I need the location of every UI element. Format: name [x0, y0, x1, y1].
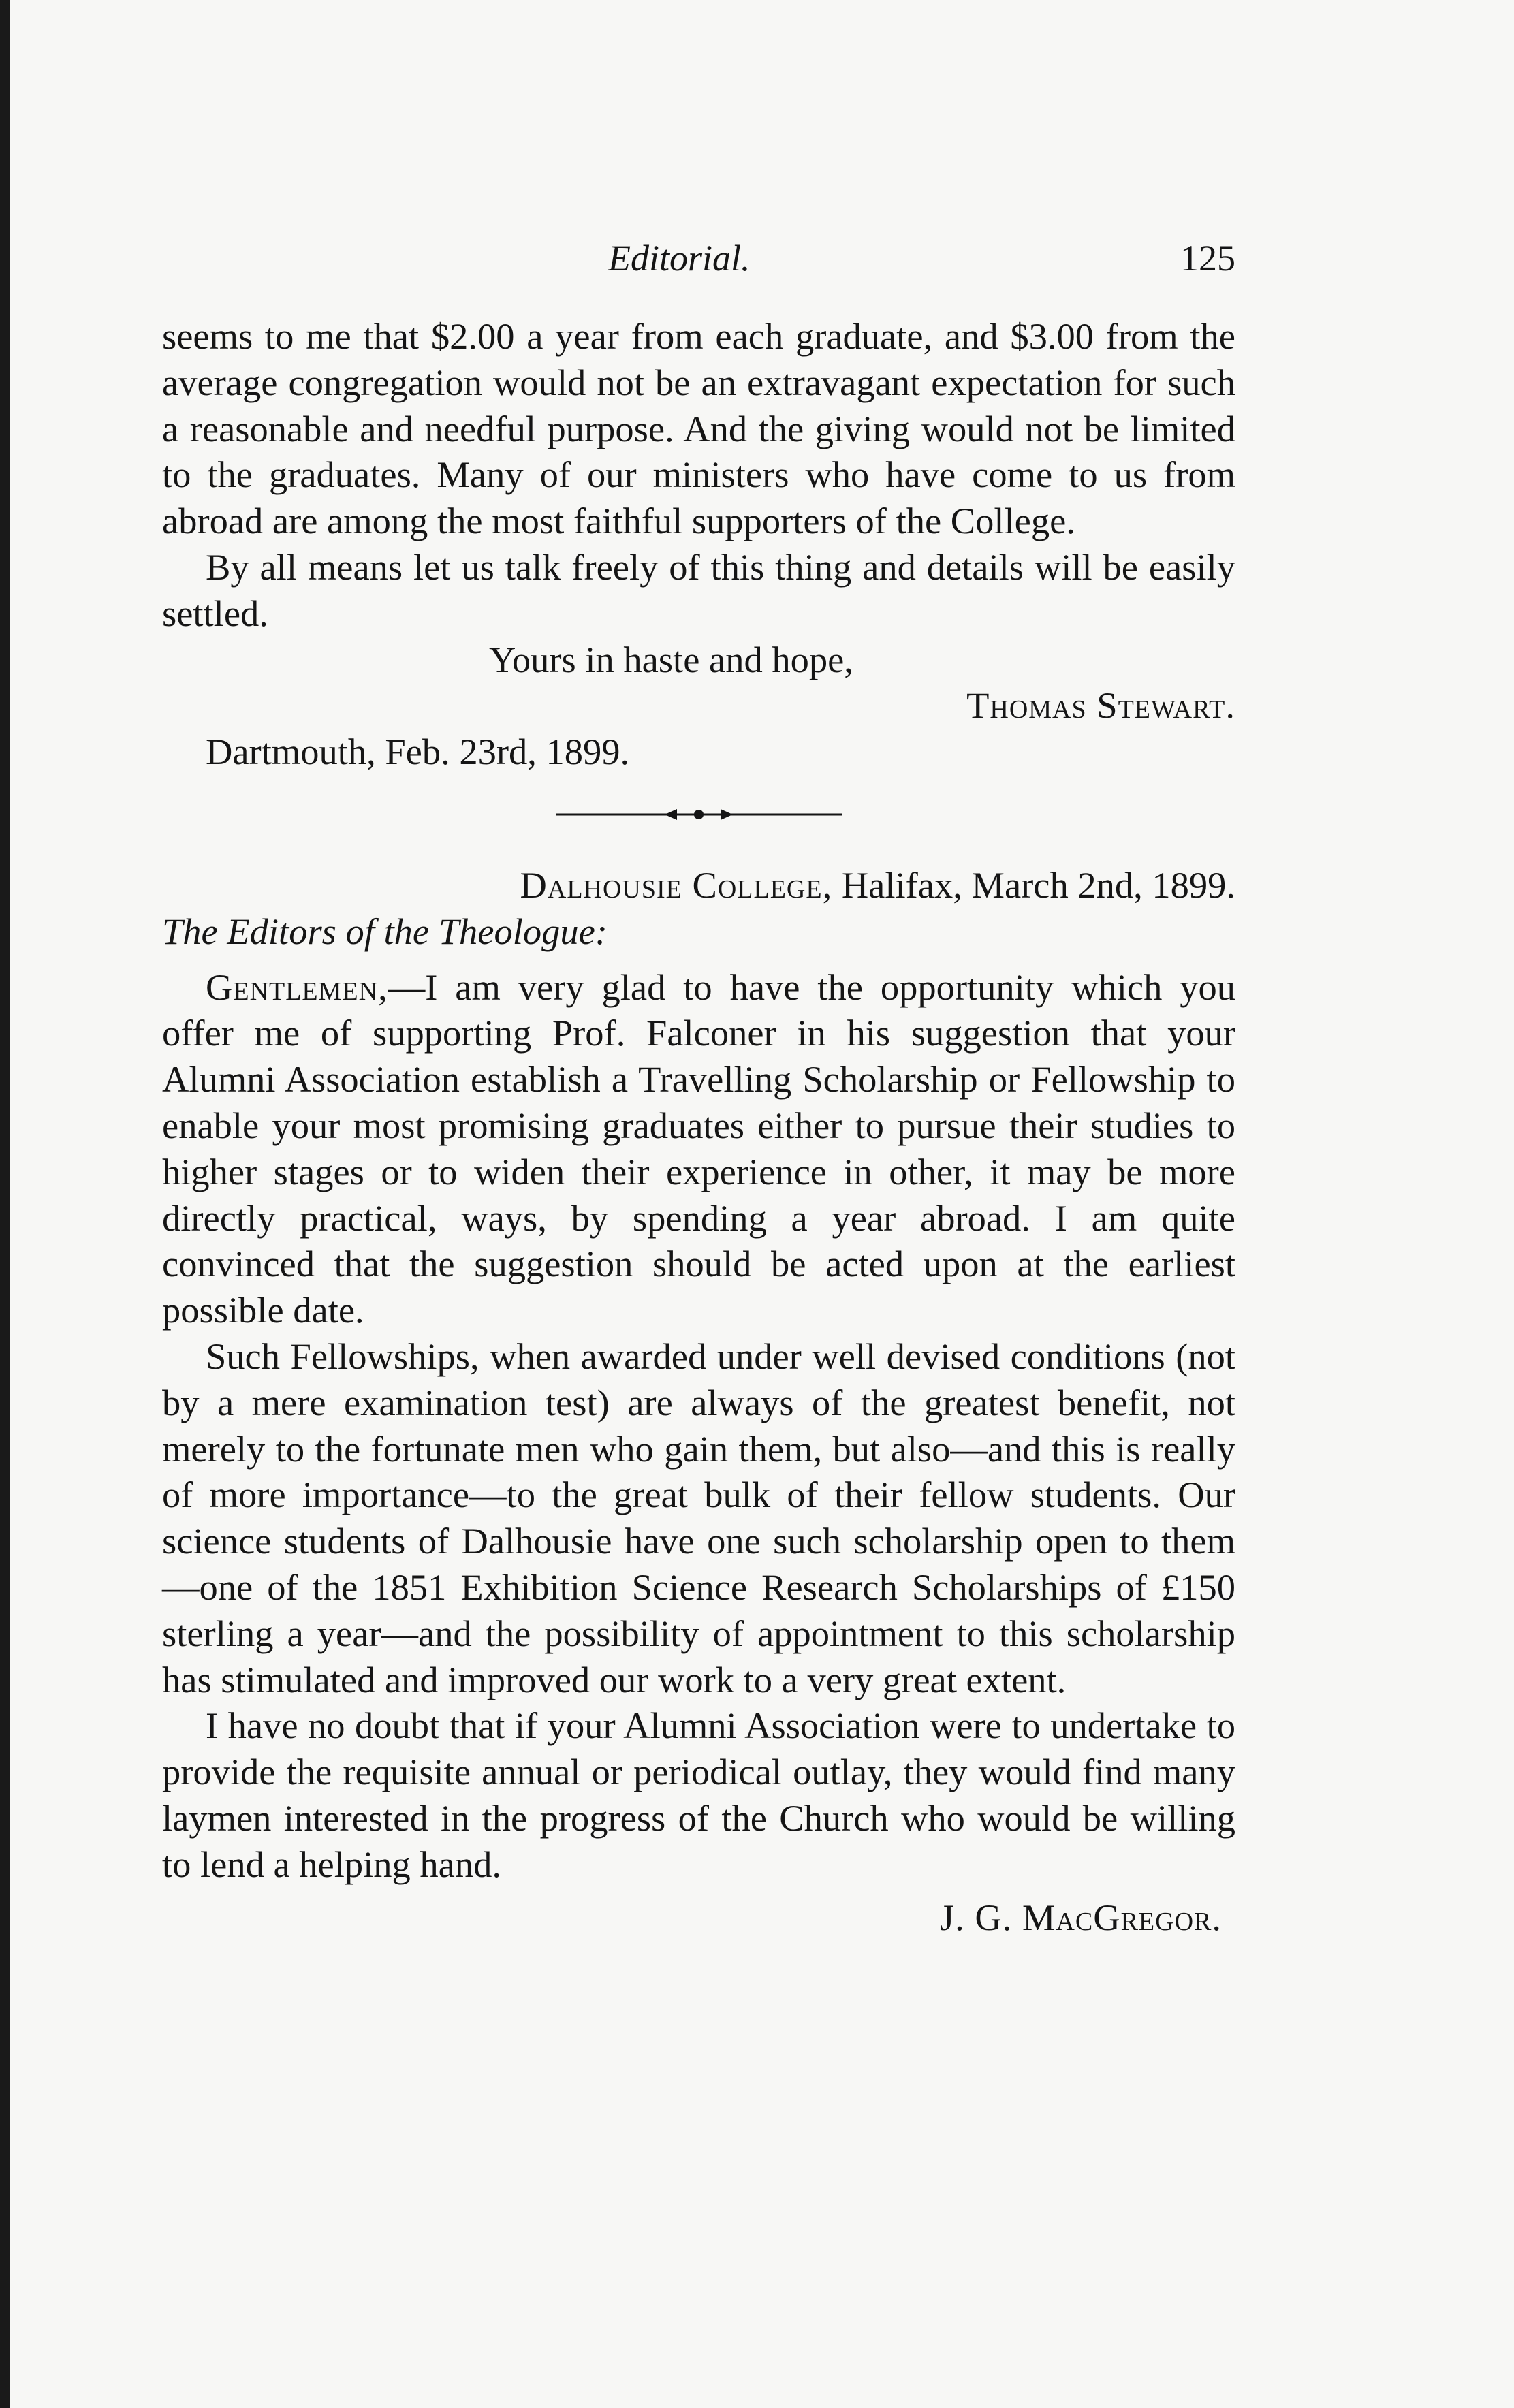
page-number: 125	[1180, 238, 1235, 279]
page	[162, 0, 1235, 2408]
letter1-place-date: Dartmouth, Feb. 23rd, 1899.	[206, 731, 630, 773]
running-header	[162, 237, 1235, 291]
letter1-paragraph-1: seems to me that $2.00 a year from each graduate, and $3.00 from the average congregation would not be an extravagant expectation for such a reasonable and needful purpose. And the giving would not be limited to the graduates. Many of our ministers who have come to us from abroad are among the most faithful supporters of the College.	[162, 315, 1235, 542]
letter1-paragraph-2: By all means let us talk freely of this thing and details will be easily settled.	[162, 545, 1235, 634]
letter2-paragraph-3: I have no doubt that if your Alumni Association were to undertake to provide the requisite annual or periodical outlay, they would find many laymen interested in the progress of the Church who would be willing to lend a helping hand.	[162, 1705, 1235, 1885]
book-spine-edge	[0, 0, 10, 2408]
running-title: Editorial.	[608, 238, 751, 279]
letter1-signature: Thomas Stewart.	[966, 684, 1235, 727]
letter2-paragraph-2: Such Fellowships, when awarded under well devised conditions (not by a mere examination test) are always of the greatest benefit, not merely to the fortunate men who gain them, but also—and this is really of more importance—to the great bulk of their fellow students. Our science students of Dalhousie have one such scholarship open to them—one of the 1851 Exhibition Science Research Scholarships of £150 sterling a year—and the possibility of appointment to this scholarship has stimulated and improved our work to a very great extent.	[162, 1335, 1235, 1700]
letter2-address-college: Dalhousie College,	[520, 864, 833, 906]
page-body	[162, 313, 1235, 1940]
letter2-address-rest: Halifax, March 2nd, 1899.	[832, 864, 1235, 906]
letter2-signature: J. G. MacGregor.	[939, 1896, 1222, 1938]
letter2-paragraph-1	[162, 964, 1235, 1333]
letter2-address	[162, 862, 1235, 908]
letter2-paragraph-1-text: —I am very glad to have the opportunity which you offer me of supporting Prof. Falconer in his suggestion that your Alumni Association establish a Travelling Scholarship or Fellowship to enable your most promising graduates either to pursue their studies to higher stages or to widen their experience in other, it may be more directly practical, ways, by spending a year abroad. I am quite convinced that the suggestion should be acted upon at the earliest possible date.	[162, 966, 1235, 1331]
letter2-salutation: The Editors of the Theologue:	[162, 910, 608, 952]
section-divider-ornament	[556, 805, 842, 824]
letter2-greeting: Gentlemen,	[206, 966, 388, 1008]
letter1-closing: Yours in haste and hope,	[489, 638, 853, 680]
